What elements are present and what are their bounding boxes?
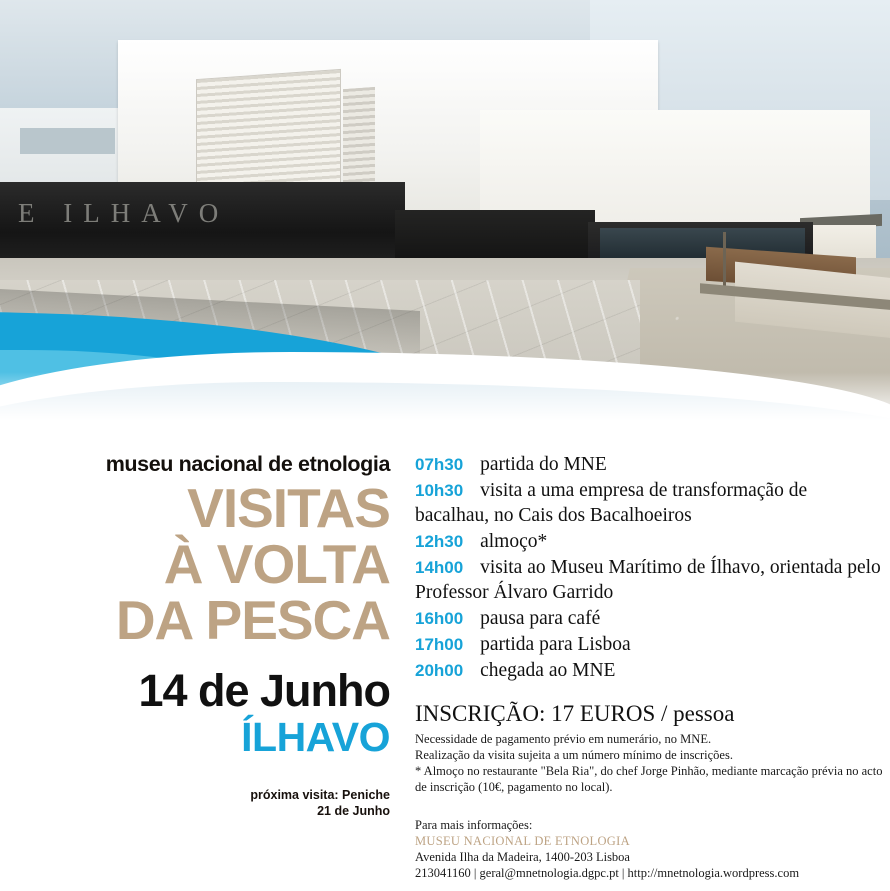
schedule-description: partida para Lisboa	[480, 634, 631, 655]
schedule-row	[415, 606, 885, 631]
louvered-screen-secondary	[343, 87, 375, 193]
schedule-description: visita a uma empresa de transformação de bacalhau, no Cais dos Bacalhoeiros	[415, 480, 808, 526]
next-visit-note	[0, 787, 390, 819]
schedule-description: visita ao Museu Marítimo de Ílhavo, orientada pelo Professor Álvaro Garrido	[415, 557, 881, 603]
schedule-description: chegada ao MNE	[480, 660, 616, 681]
schedule-row	[415, 452, 885, 477]
schedule-time: 20h00	[415, 661, 464, 680]
schedule-description: almoço*	[480, 531, 548, 552]
facade-sign-text: E ILHAVO	[18, 198, 230, 228]
schedule-row	[415, 555, 885, 605]
schedule-row	[415, 658, 885, 683]
schedule-time: 16h00	[415, 609, 464, 628]
header-photograph	[0, 0, 890, 430]
next-visit-line-1: próxima visita: Peniche	[250, 788, 390, 802]
note-line: * Almoço no restaurante "Bela Ria", do chef Jorge Pinhão, mediante marcação prévia no acto de inscrição (10€, pagamento no local).	[415, 764, 883, 794]
next-visit-line-2: 21 de Junho	[317, 804, 390, 818]
schedule-row	[415, 529, 885, 554]
schedule-row	[415, 478, 885, 528]
details-column	[415, 452, 885, 881]
schedule-time: 10h30	[415, 481, 464, 500]
contact-heading: Para mais informações:	[415, 818, 533, 832]
poster-title-line-1: VISITAS	[187, 477, 390, 539]
schedule-time: 17h00	[415, 635, 464, 654]
contact-address: Avenida Ilha da Madeira, 1400-203 Lisboa	[415, 850, 630, 864]
poster-title-line-3: DA PESCA	[115, 589, 390, 651]
louvered-screen	[196, 69, 341, 197]
schedule-time: 07h30	[415, 455, 464, 474]
schedule-list	[415, 452, 885, 683]
notes-block	[415, 731, 885, 795]
building-left-detail	[20, 128, 115, 154]
poster-content	[0, 430, 890, 891]
contact-block	[415, 817, 885, 881]
note-line: Realização da visita sujeita a um número mínimo de inscrições.	[415, 748, 733, 762]
price-line: INSCRIÇÃO: 17 EUROS / pessoa	[415, 701, 735, 726]
contact-institution: MUSEU NACIONAL DE ETNOLOGIA	[415, 834, 630, 848]
schedule-description: partida do MNE	[480, 454, 607, 475]
poster-title-line-2: À VOLTA	[163, 533, 390, 595]
event-date: 14 de Junho	[138, 665, 390, 716]
note-line: Necessidade de pagamento prévio em numerário, no MNE.	[415, 732, 712, 746]
title-column	[0, 452, 402, 819]
event-place: ÍLHAVO	[241, 714, 390, 760]
contact-line[interactable]: 213041160 | geral@mnetnologia.dgpc.pt | http://mnetnologia.wordpress.com	[415, 866, 800, 880]
organizer-name: museu nacional de etnologia	[105, 452, 390, 476]
schedule-time: 12h30	[415, 532, 464, 551]
schedule-time: 14h00	[415, 558, 464, 577]
photo-fade-overlay	[0, 372, 890, 430]
schedule-row	[415, 632, 885, 657]
schedule-description: pausa para café	[480, 608, 601, 629]
